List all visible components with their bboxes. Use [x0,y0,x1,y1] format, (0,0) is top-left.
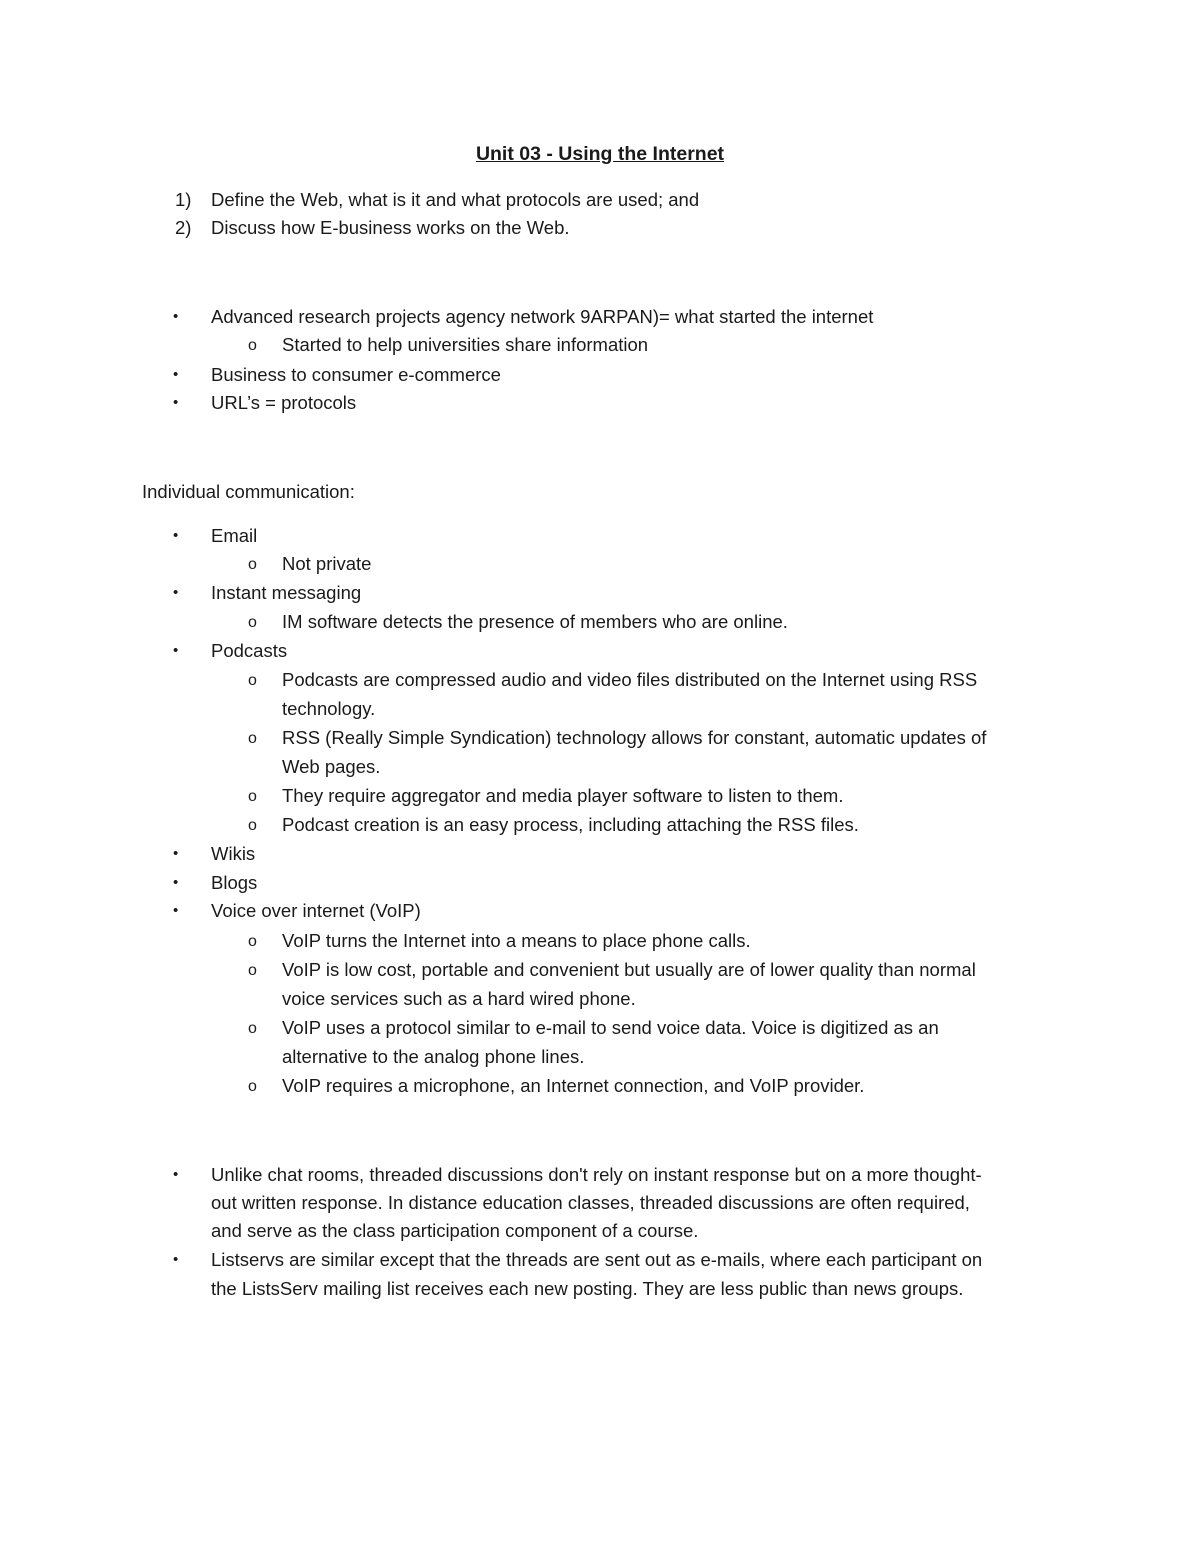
sub-bullet-icon: o [248,962,257,979]
list-item: Email [211,525,258,546]
sub-list-item-continued: Web pages. [282,756,381,777]
list-item: Listservs are similar except that the threads are sent out as e-mails, where each participant on [211,1249,983,1270]
bullet-icon: • [173,874,179,891]
sub-list-item: VoIP turns the Internet into a means to place phone calls. [282,930,751,951]
sub-bullet-icon: o [248,788,257,805]
sub-bullet-icon: o [248,730,257,747]
list-item-continued: and serve as the class participation component of a course. [211,1220,699,1241]
objective-number: 1) [175,189,192,210]
sub-bullet-icon: o [248,933,257,950]
bullet-icon: • [173,366,179,383]
sub-list-item-continued: voice services such as a hard wired phone. [282,988,636,1009]
list-item: Voice over internet (VoIP) [211,900,421,921]
sub-bullet-icon: o [248,1078,257,1095]
sub-list-item: VoIP uses a protocol similar to e-mail to send voice data. Voice is digitized as an [282,1017,939,1038]
sub-list-item: IM software detects the presence of members who are online. [282,611,788,632]
list-item-continued: the ListsServ mailing list receives each new posting. They are less public than news groups. [211,1278,964,1299]
list-item: Blogs [211,872,258,893]
sub-list-item: RSS (Really Simple Syndication) technology allows for constant, automatic updates of [282,727,987,748]
bullet-icon: • [173,394,179,411]
sub-list-item: Podcasts are compressed audio and video files distributed on the Internet using RSS [282,669,978,690]
bullet-icon: • [173,642,179,659]
sub-list-item: Podcast creation is an easy process, including attaching the RSS files. [282,814,859,835]
list-item: Advanced research projects agency network 9ARPAN)= what started the internet [211,306,874,327]
list-item-continued: out written response. In distance education classes, threaded discussions are often required, [211,1192,970,1213]
sub-bullet-icon: o [248,337,257,354]
sub-list-item-continued: alternative to the analog phone lines. [282,1046,585,1067]
sub-list-item: Started to help universities share information [282,334,649,355]
bullet-icon: • [173,902,179,919]
sub-list-item: VoIP requires a microphone, an Internet connection, and VoIP provider. [282,1075,865,1096]
list-item: Instant messaging [211,582,362,603]
bullet-icon: • [173,308,179,325]
sub-bullet-icon: o [248,1020,257,1037]
objective-text: Discuss how E-business works on the Web. [211,217,570,238]
bullet-icon: • [173,584,179,601]
list-item: URL’s = protocols [211,392,357,413]
bullet-icon: • [173,1251,179,1268]
sub-list-item: Not private [282,553,372,574]
sub-bullet-icon: o [248,556,257,573]
sub-list-item: They require aggregator and media player software to listen to them. [282,785,844,806]
sub-bullet-icon: o [248,672,257,689]
page-title: Unit 03 - Using the Internet [475,143,725,165]
bullet-icon: • [173,845,179,862]
objective-text: Define the Web, what is it and what protocols are used; and [211,189,700,210]
list-item: Business to consumer e-commerce [211,364,501,385]
sub-list-item: VoIP is low cost, portable and convenient but usually are of lower quality than normal [282,959,976,980]
list-item: Podcasts [211,640,288,661]
sub-bullet-icon: o [248,614,257,631]
objective-number: 2) [175,217,192,238]
list-item: Unlike chat rooms, threaded discussions don't rely on instant response but on a more thought- [211,1164,982,1185]
bullet-icon: • [173,1166,179,1183]
bullet-icon: • [173,527,179,544]
sub-bullet-icon: o [248,817,257,834]
section-heading: Individual communication: [142,481,355,502]
list-item: Wikis [211,843,256,864]
sub-list-item-continued: technology. [282,698,376,719]
